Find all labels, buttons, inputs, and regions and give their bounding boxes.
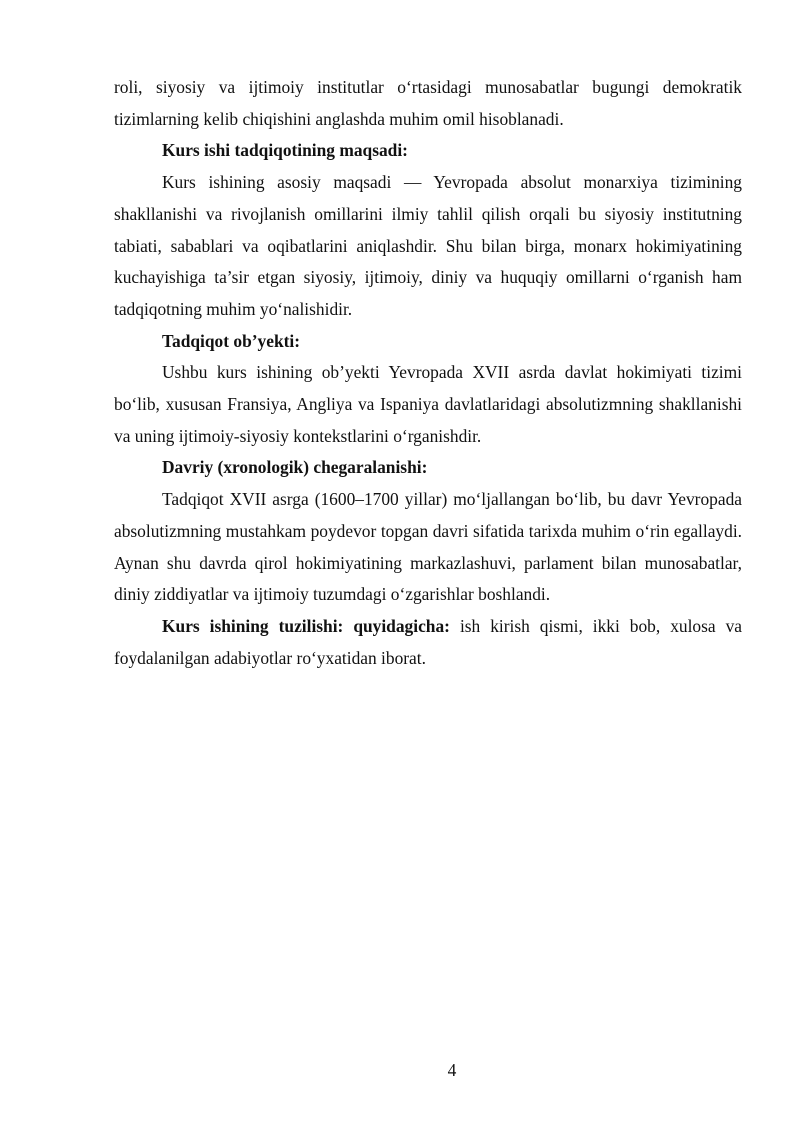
- page-number: 4: [447, 1060, 457, 1080]
- structure-text: ish kirish qismi, ikki bob, xulosa va foydalanilgan adabiyotlar ro‘yxatidan iborat.: [114, 615, 742, 668]
- section-heading-object: Tadqiqot ob’yekti:: [162, 330, 301, 351]
- section-heading-chronology: Davriy (xronologik) chegaralanishi:: [162, 457, 428, 478]
- section-body-object: Ushbu kurs ishining ob’yekti Yevropada XVII asrda davlat hokimiyati tizimi bo‘lib, xususan Fransiya, Angliya va Ispaniya davlatlaridagi absolutizmning shakllanishi va uning ijtimoiy-siyosiy kontekstlarini o‘rganishdir.: [114, 362, 742, 446]
- page-body: [114, 72, 742, 674]
- intro-continuation-paragraph: roli, siyosiy va ijtimoiy institutlar o‘rtasidagi munosabatlar bugungi demokratik tizimlarning kelib chiqishini anglashda muhim omil hisoblanadi.: [114, 77, 742, 129]
- section-body-chronology: Tadqiqot XVII asrga (1600–1700 yillar) mo‘ljallangan bo‘lib, bu davr Yevropada absolutizmning mustahkam poydevor topgan davri sifatida tarixda muhim o‘rin egallaydi. Aynan shu davrda qirol hokimiyatining markazlashuvi, parlament bilan munosabatlar, diniy ziddiyatlar va ijtimoiy tuzumdagi o‘zgarishlar boshlandi.: [114, 489, 742, 605]
- section-body-goal: Kurs ishining asosiy maqsadi — Yevropada absolut monarxiya tizimining shakllanishi va rivojlanish omillarini ilmiy tahlil qilish orqali bu siyosiy institutning tabiati, sabablari va oqibatlarini aniqlashdir. Shu bilan birga, monarx hokimiyatining kuchayishiga ta’sir etgan siyosiy, ijtimoiy, diniy va huquqiy omillarni o‘rganish ham tadqiqotning muhim yo‘nalishidir.: [114, 172, 742, 319]
- section-heading-goal: Kurs ishi tadqiqotining maqsadi:: [162, 140, 408, 161]
- structure-lead: Kurs ishining tuzilishi: quyidagicha:: [162, 615, 450, 636]
- structure-paragraph: [114, 611, 742, 674]
